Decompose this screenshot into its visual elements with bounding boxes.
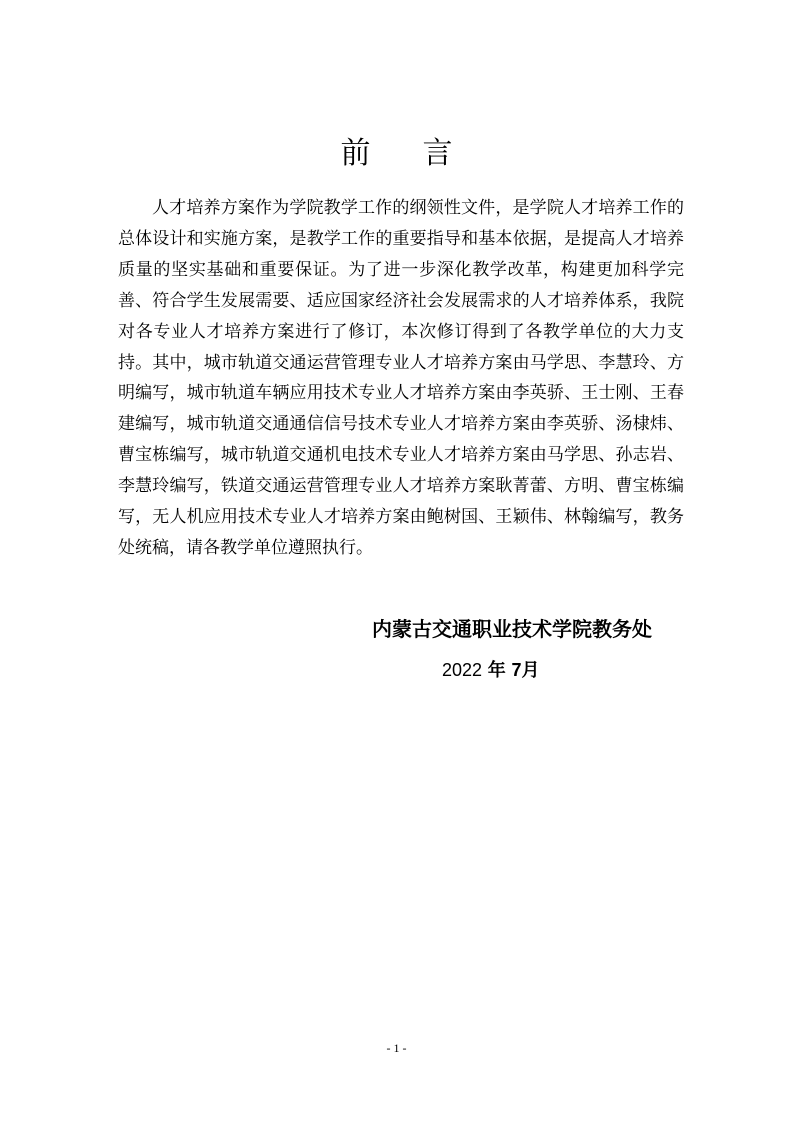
signature-date [442, 656, 540, 682]
date-year-char: 年 [487, 660, 506, 681]
page-number: - 1 - [386, 1041, 407, 1055]
date-year: 2022 [442, 660, 483, 680]
preface-paragraph: 人才培养方案作为学院教学工作的纲领性文件，是学院人才培养工作的总体设计和实施方案，是教学工作的重要指导和基本依据，是提高人才培养质量的坚实基础和重要保证。为了进一步深化教学改革，构建更加科学完善、符合学生发展需要、适应国家经济社会发展需求的人才培养体系，我院对各专业人才培养方案进行了修订，本次修订得到了各教学单位的大力支持。其中，城市轨道交通运营管理专业人才培养方案由马学思、李慧玲、方明编写，城市轨道车辆应用技术专业人才培养方案由李英骄、王士刚、王春建编写，城市轨道交通通信信号技术专业人才培养方案由李英骄、汤棣炜、曹宝栋编写，城市轨道交通机电技术专业人才培养方案由马学思、孙志岩、李慧玲编写，铁道交通运营管理专业人才培养方案耿菁蕾、方明、曹宝栋编写，无人机应用技术专业人才培养方案由鲍树国、王颖伟、林翰编写，教务处统稿，请各教学单位遵照执行。 [118, 198, 684, 558]
signature-office: 内蒙古交通职业技术学院教务处 [372, 617, 652, 641]
date-month-char: 月 [521, 660, 540, 681]
date-month: 7 [511, 660, 522, 680]
page-title: 前言 [340, 136, 505, 171]
